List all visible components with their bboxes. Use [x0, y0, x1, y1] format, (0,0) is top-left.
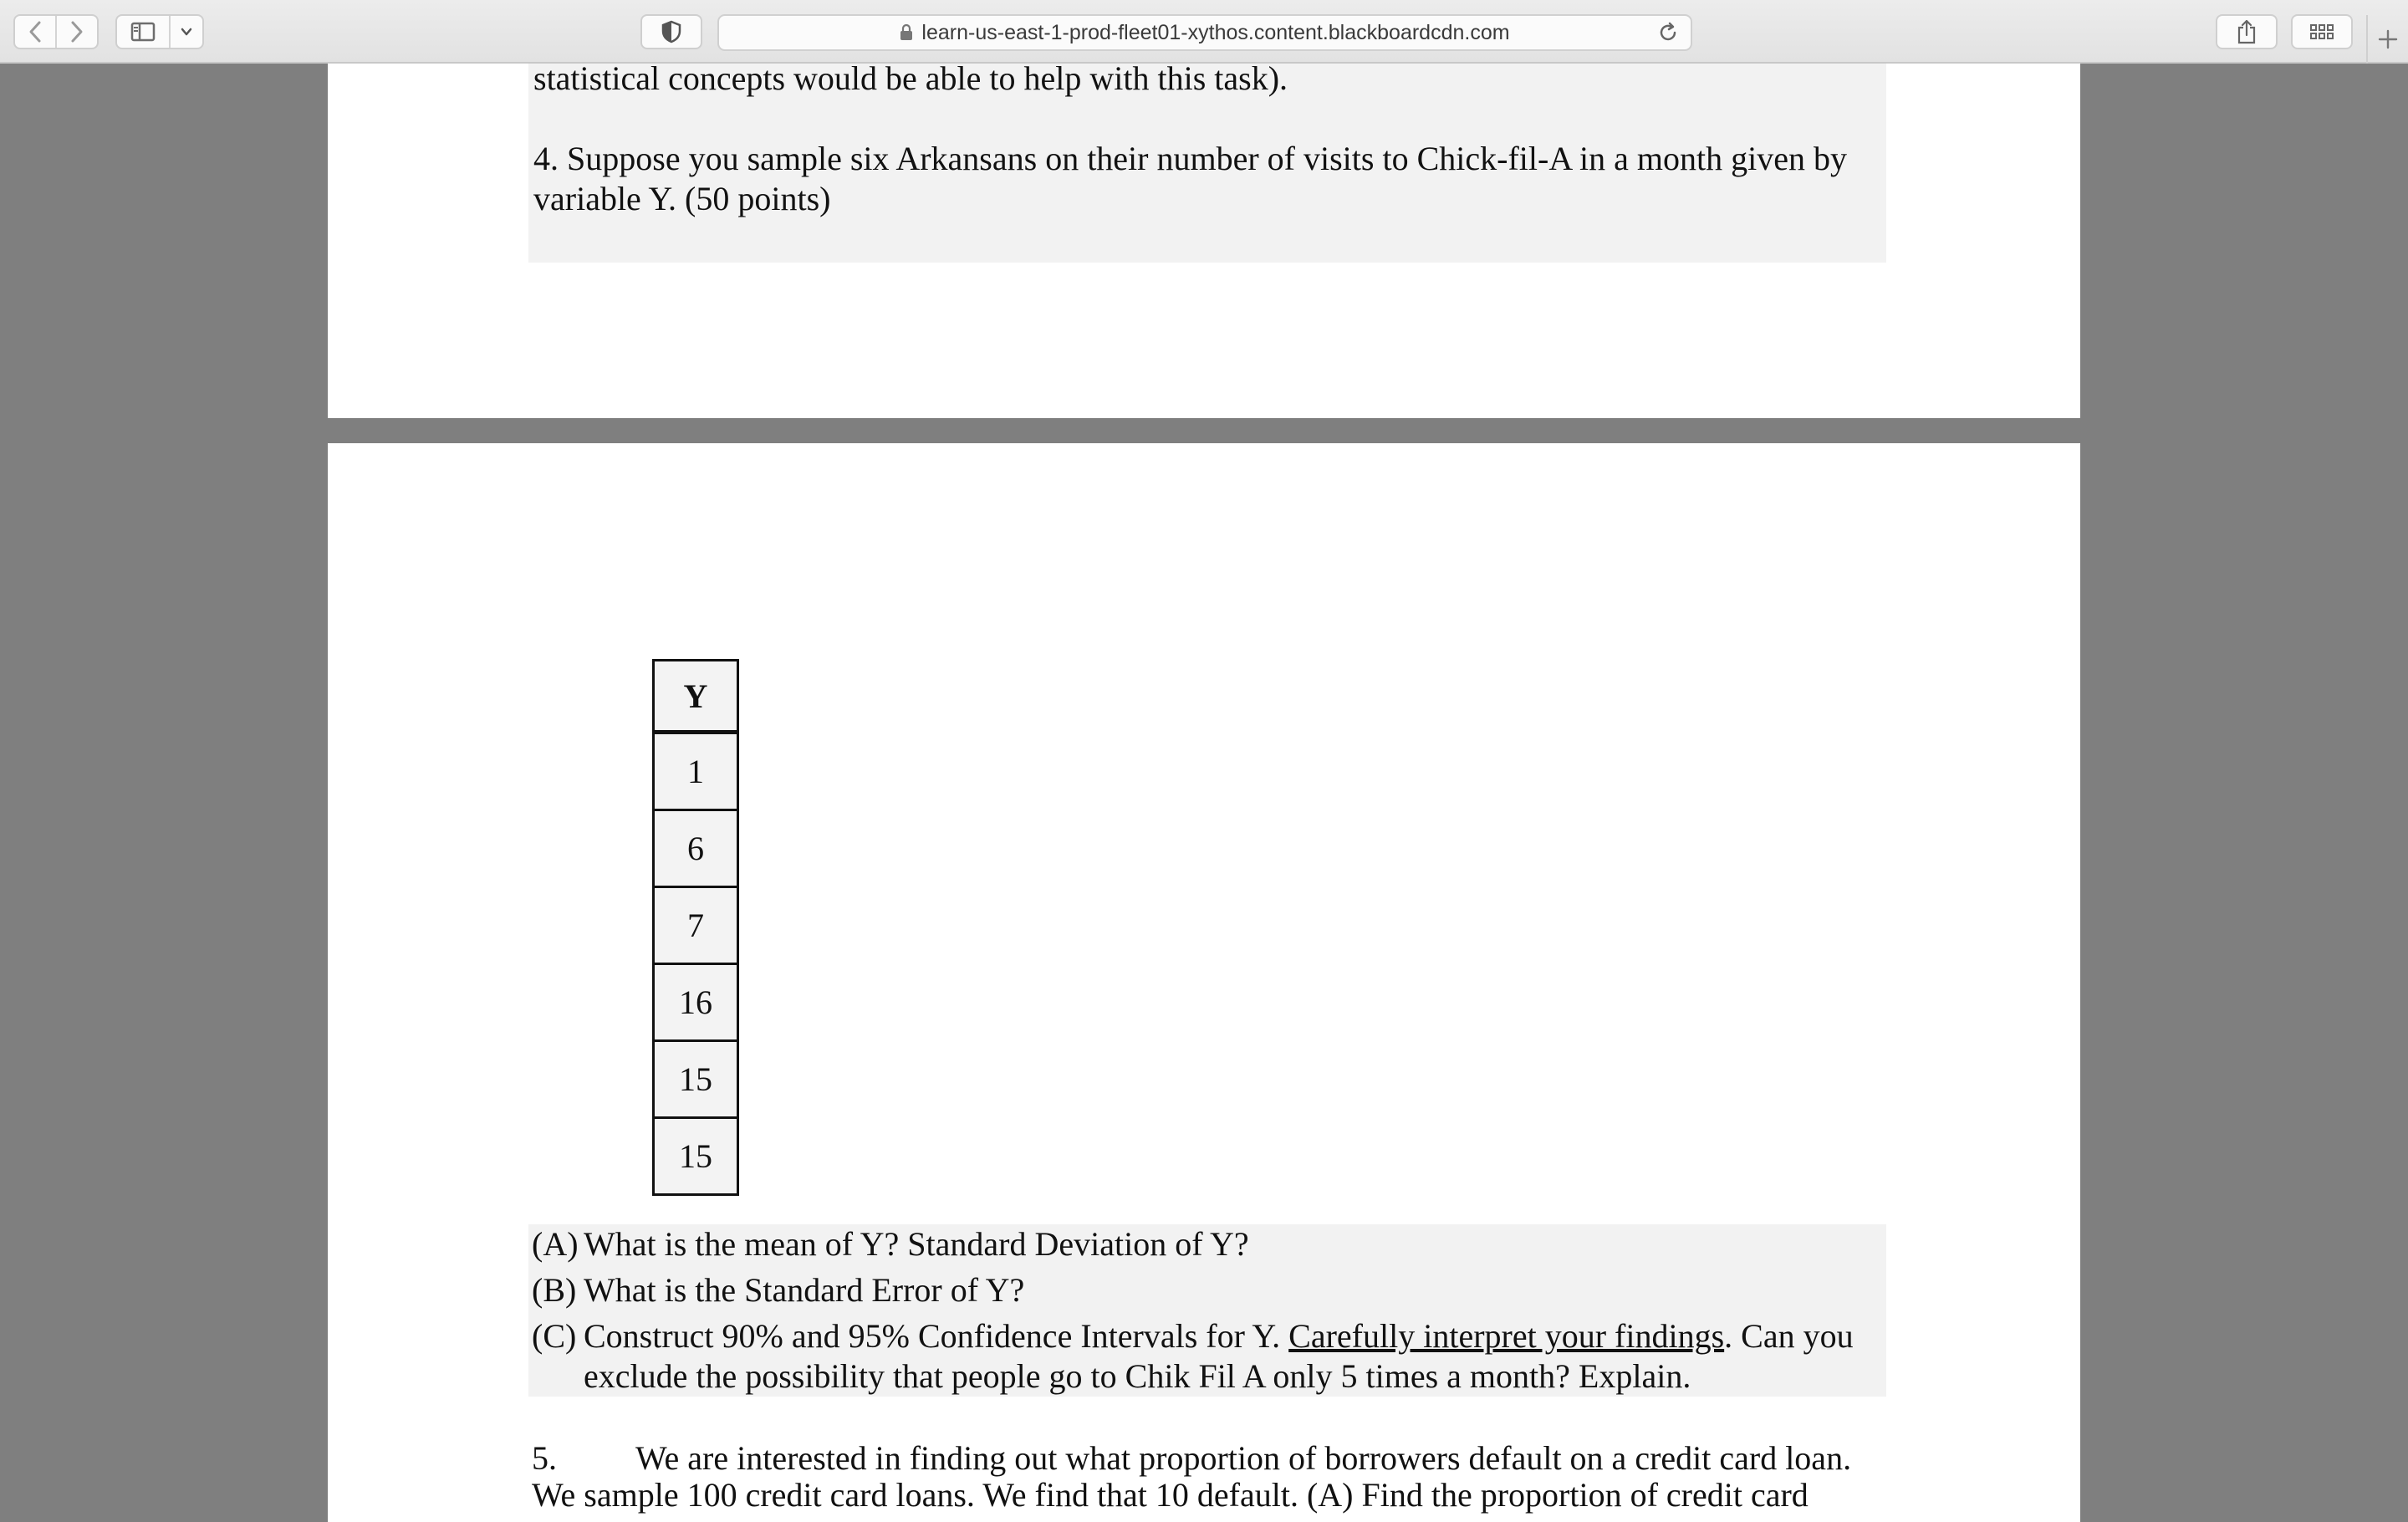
question-a-label: (A)	[532, 1225, 579, 1263]
y-values-table	[652, 659, 739, 1196]
question-b	[532, 1270, 1024, 1310]
chevron-down-icon	[180, 27, 193, 37]
table-header: Y	[655, 661, 737, 732]
question-5-number: 5.	[532, 1439, 557, 1477]
tab-overview-icon	[2309, 23, 2334, 40]
forward-icon	[69, 20, 84, 43]
question-4-line-2: variable Y. (50 points)	[533, 180, 831, 217]
reload-button[interactable]	[1657, 22, 1679, 43]
table-cell: 6	[655, 809, 737, 886]
question-4-line-1: 4. Suppose you sample six Arkansans on their number of visits to Chick-fil-A in a month given by	[533, 140, 1847, 177]
privacy-report-button[interactable]	[640, 14, 702, 49]
question-5-line-2: We sample 100 credit card loans. We find that 10 default. (A) Find the proportion of credit card	[532, 1476, 1809, 1514]
reload-icon	[1657, 22, 1679, 43]
question-b-text: What is the Standard Error of Y?	[584, 1271, 1025, 1309]
back-button[interactable]	[15, 16, 55, 48]
navigation-buttons	[13, 14, 99, 49]
new-tab-button[interactable]	[2366, 15, 2408, 64]
question-c-line-2: exclude the possibility that people go to Chik Fil A only 5 times a month? Explain.	[584, 1357, 1691, 1395]
table-cell: 7	[655, 886, 737, 963]
question-c-text-2: . Can you	[1724, 1317, 1854, 1355]
url-text: learn-us-east-1-prod-fleet01-xythos.content.blackboardcdn.com	[921, 20, 1510, 44]
table-cell: 15	[655, 1116, 737, 1193]
question-c-label: (C)	[532, 1317, 577, 1355]
lock-icon	[900, 24, 913, 41]
table-cell: 16	[655, 963, 737, 1039]
sidebar-menu-button[interactable]	[169, 16, 202, 48]
browser-toolbar	[0, 0, 2408, 64]
question-a	[532, 1224, 1249, 1264]
tab-overview-button[interactable]	[2291, 14, 2353, 49]
share-icon	[2237, 19, 2257, 44]
share-button[interactable]	[2216, 14, 2278, 49]
question-a-text: What is the mean of Y? Standard Deviation of Y?	[584, 1225, 1249, 1263]
sidebar-toggle-group	[115, 14, 204, 49]
back-icon	[28, 20, 43, 43]
question-c-underlined: Carefully interpret your findings	[1288, 1317, 1725, 1355]
sidebar-icon	[130, 22, 156, 42]
question-b-label: (B)	[532, 1271, 577, 1309]
plus-icon	[2377, 28, 2399, 50]
table-cell: 1	[655, 732, 737, 809]
shield-icon	[661, 20, 681, 43]
previous-text-line: statistical concepts would be able to help with this task).	[533, 59, 1288, 97]
sidebar-button[interactable]	[117, 16, 169, 48]
question-5-line-1	[532, 1438, 1851, 1479]
table-cell: 15	[655, 1039, 737, 1116]
document-page-1	[328, 59, 2080, 418]
question-c	[532, 1316, 1854, 1397]
forward-button[interactable]	[55, 16, 97, 48]
question-5-text-1: We are interested in finding out what proportion of borrowers default on a credit card loan.	[635, 1439, 1852, 1477]
address-bar[interactable]	[717, 14, 1692, 51]
question-c-text-1: Construct 90% and 95% Confidence Intervals for Y.	[584, 1317, 1289, 1355]
document-page-2	[328, 443, 2080, 1522]
